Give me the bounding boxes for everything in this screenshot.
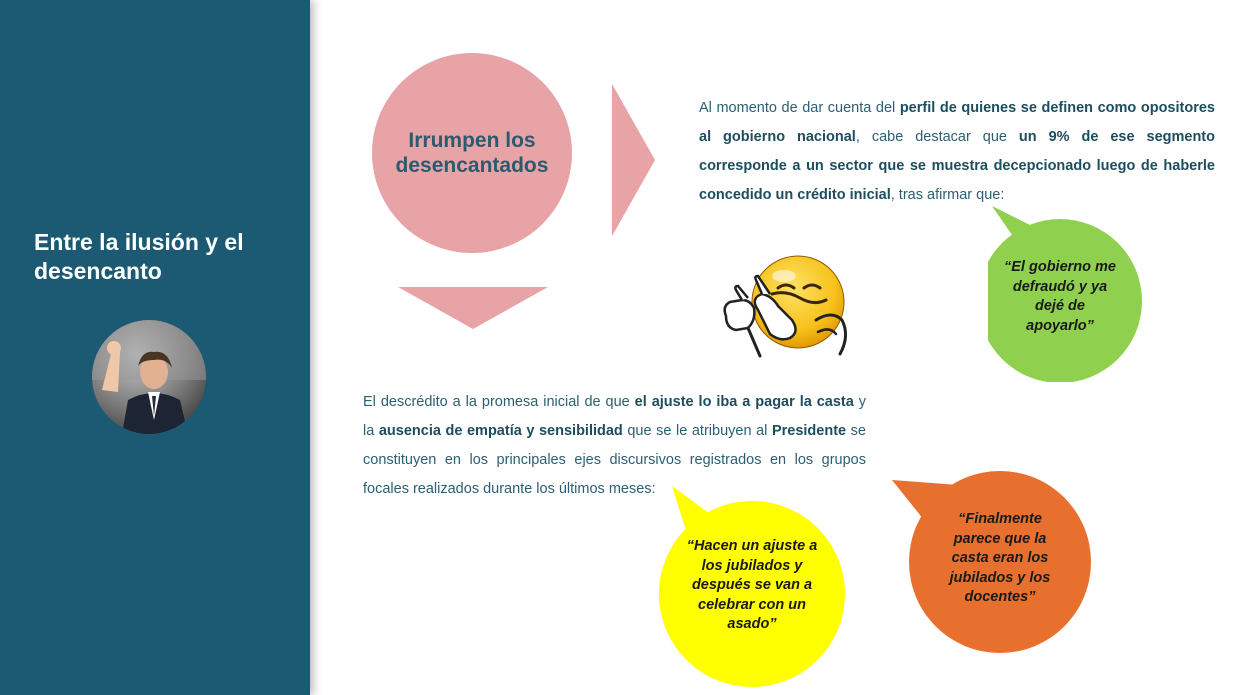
- p2-text-4: se constituyen en los principales ejes discursivos registrados en los grupos focales realizados durante los últimos meses:: [363, 423, 866, 497]
- p2-text-1: El descrédito a la promesa inicial de que: [363, 394, 635, 410]
- quote-green-text: “El gobierno me defraudó y ya dejé de apoyarlo”: [1004, 259, 1116, 334]
- p1-text-1: Al momento de dar cuenta del: [699, 100, 900, 116]
- hero-title: Irrumpen los desencantados: [395, 129, 549, 177]
- sidebar: [0, 0, 310, 695]
- avatar-image: [92, 320, 206, 434]
- p1-text-2: , cabe destacar que: [855, 129, 1019, 145]
- p2-bold-3: Presidente: [771, 423, 847, 439]
- p2-bold-1: el ajuste lo iba a pagar la casta: [634, 394, 854, 410]
- arrow-down-icon: [398, 287, 548, 329]
- facepalm-emoji-icon: [720, 250, 855, 365]
- p2-text-2: y la: [363, 394, 867, 439]
- p1-bold-2: un 9% de ese segmento corresponde a un sector que se muestra decepcionado luego de haberle concedido un crédito inicial: [699, 129, 1215, 203]
- p1-text-3: , tras afirmar que:: [890, 187, 1005, 203]
- hero-circle: [372, 53, 572, 253]
- p2-bold-2: ausencia de empatía y sensibilidad: [378, 423, 623, 439]
- p1-bold-1: perfil de quienes se definen como opositores al gobierno nacional: [699, 100, 1215, 145]
- arrow-right-icon: [612, 84, 656, 236]
- quote-orange-text: “Finalmente parece que la casta eran los jubilados y los docentes”: [949, 511, 1051, 605]
- paragraph-opositores: [699, 94, 1215, 210]
- sidebar-title: Entre la ilusión y el desencanto: [34, 229, 244, 284]
- avatar: [92, 320, 206, 434]
- quote-yellow-text: “Hacen un ajuste a los jubilados y después se van a celebrar con un asado”: [686, 538, 818, 632]
- p2-text-3: que se le atribuyen al: [622, 423, 772, 439]
